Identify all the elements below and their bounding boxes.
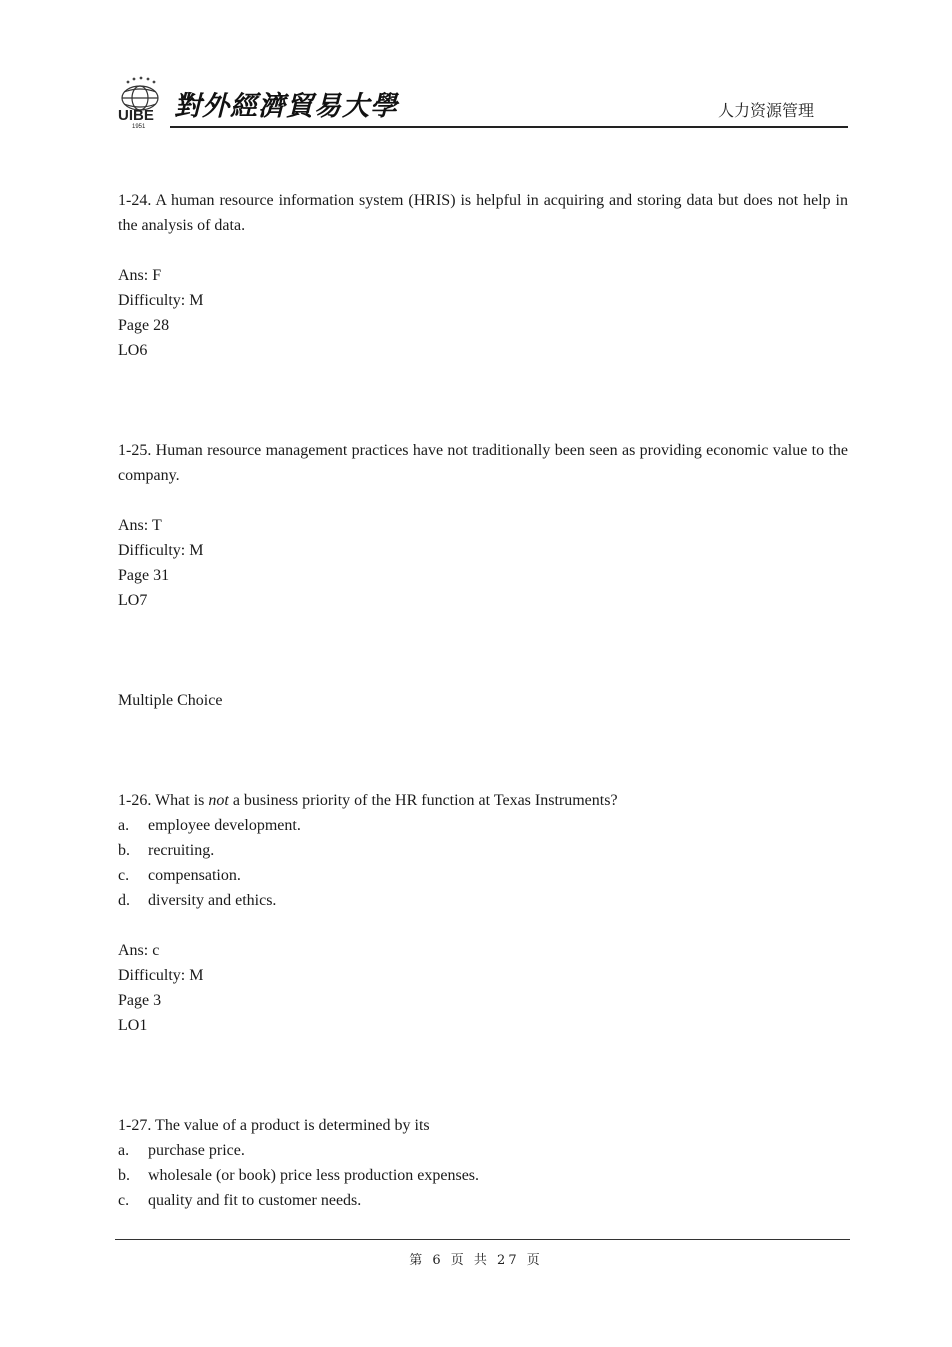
svg-text:1951: 1951 [132,124,146,130]
question-1-25: 1-25. Human resource management practices have not traditionally been seen as providing economic value to the company. [118,442,848,484]
learning-objective: LO1 [118,1017,148,1034]
option-b: b. recruiting. [118,842,215,859]
question-1-27: 1-27. The value of a product is determined by its [118,1117,430,1134]
difficulty: Difficulty: M [118,967,204,984]
page-ref: Page 3 [118,992,162,1009]
page-ref: Page 31 [118,567,170,584]
course-title: 人力资源管理 [717,101,814,120]
learning-objective: LO6 [118,342,148,359]
difficulty: Difficulty: M [118,542,204,559]
section-heading: Multiple Choice [118,692,223,709]
question-1-24: 1-24. A human resource information system (HRIS) is helpful in acquiring and storing data but does not help in the analysis of data. [118,192,848,234]
option-b: b. wholesale (or book) price less production expenses. [118,1167,480,1184]
footer-divider [115,1239,850,1240]
learning-objective: LO7 [118,592,148,609]
svg-text:UIBE: UIBE [118,107,154,124]
option-a: a. employee development. [118,817,301,834]
university-logo [114,74,170,130]
page-content [118,188,848,1213]
header-divider [170,126,848,128]
university-name: 對外經濟貿易大學 [174,91,398,122]
answer: Ans: c [118,942,160,959]
answer: Ans: F [118,267,162,284]
difficulty: Difficulty: M [118,292,204,309]
option-c: c. quality and fit to customer needs. [118,1192,362,1209]
option-d: d. diversity and ethics. [118,892,277,909]
question-1-26: 1-26. What is not a business priority of the HR function at Texas Instruments? [118,792,618,809]
page-header [114,74,848,130]
option-a: a. purchase price. [118,1142,245,1159]
page-number: 第 6 页 共 27 页 [409,1253,543,1268]
option-c: c. compensation. [118,867,241,884]
page-ref: Page 28 [118,317,170,334]
answer: Ans: T [118,517,162,534]
